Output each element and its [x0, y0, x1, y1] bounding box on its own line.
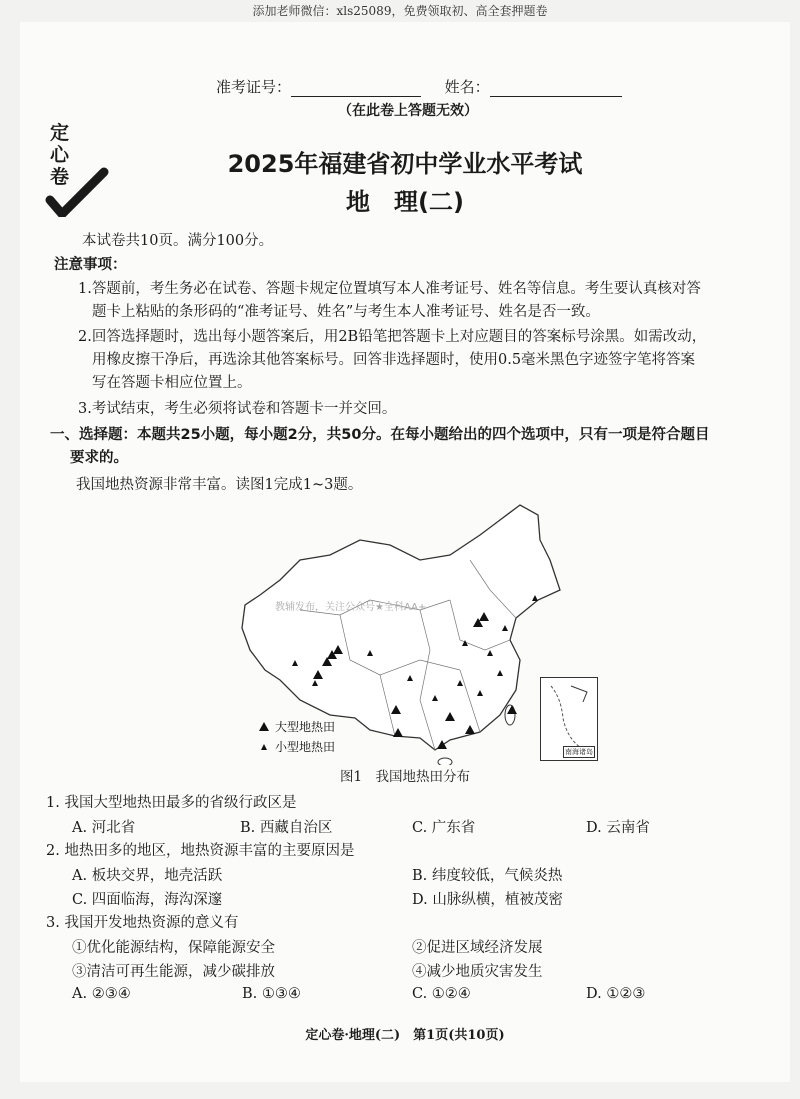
map-watermark: 教辅发布，关注公众号★全科AA+	[275, 602, 427, 613]
small-field-legend-icon	[261, 744, 267, 750]
question-1-option-d[interactable]: D. 云南省	[586, 820, 650, 836]
page-footer: 定心卷·地理(二) 第1页(共10页)	[305, 1028, 505, 1043]
section-1-line-2: 要求的。	[70, 450, 128, 466]
south-china-sea-inset	[540, 677, 598, 761]
question-2-option-d[interactable]: D. 山脉纵横，植被茂密	[412, 892, 563, 908]
exam-id-label: 准考证号：	[216, 78, 292, 96]
notice-item-1-line-1: 1.答题前，考生务必在试卷、答题卡规定位置填写本人准考证号、姓名等信息。考生要认真核对答	[78, 281, 701, 297]
question-3-option-c[interactable]: C. ①②④	[412, 986, 471, 1002]
figure-caption: 图1 我国地热田分布	[339, 769, 471, 785]
intro-text: 本试卷共10页。满分100分。	[82, 233, 274, 249]
name-label: 姓名：	[444, 78, 490, 96]
exam-page	[20, 22, 790, 1082]
question-3-statement-2: ②促进区域经济发展	[412, 940, 543, 956]
question-1-option-b[interactable]: B. 西藏自治区	[240, 820, 333, 836]
legend-large-label: 大型地热田	[275, 720, 336, 734]
question-2-stem: 2. 地热田多的地区，地热资源丰富的主要原因是	[46, 843, 355, 859]
question-lead: 我国地热资源非常丰富。读图1完成1~3题。	[76, 477, 363, 493]
promo-note: 添加老师微信：xls25089，免费领取初、高全套押题卷	[252, 4, 548, 18]
question-1-option-a[interactable]: A. 河北省	[72, 820, 136, 836]
notice-item-1-line-2: 题卡上粘贴的条形码的“准考证号、姓名”与考生本人准考证号、姓名是否一致。	[92, 304, 600, 320]
question-3-stem: 3. 我国开发地热资源的意义有	[46, 915, 239, 931]
exam-id-blank[interactable]	[291, 80, 421, 97]
notice-item-2-line-1: 2.回答选择题时，选出每小题答案后，用2B铅笔把答题卡上对应题目的答案标号涂黑。如需改动，	[78, 329, 707, 345]
map-legend	[259, 719, 335, 754]
large-field-legend-icon	[259, 722, 269, 731]
stamp-text: 定心卷	[50, 122, 70, 188]
question-2-option-a[interactable]: A. 板块交界，地壳活跃	[72, 868, 223, 884]
question-3-option-d[interactable]: D. ①②③	[586, 986, 646, 1002]
name-blank[interactable]	[490, 80, 622, 97]
question-3-statement-1: ①优化能源结构，保障能源安全	[72, 940, 275, 956]
notice-heading: 注意事项：	[54, 257, 127, 273]
inset-label: 南海诸岛	[565, 748, 593, 756]
question-2-option-c[interactable]: C. 四面临海，海沟深邃	[72, 892, 223, 908]
notice-item-2-line-3: 写在答题卡相应位置上。	[92, 375, 252, 391]
question-2-option-b[interactable]: B. 纬度较低，气候炎热	[412, 868, 563, 884]
exam-id-field	[216, 76, 622, 97]
question-3-statement-4: ④减少地质灾害发生	[412, 964, 543, 980]
question-3-statement-3: ③清洁可再生能源，减少碳排放	[72, 964, 275, 980]
legend-small-label: 小型地热田	[275, 740, 336, 754]
notice-item-3: 3.考试结束，考生必须将试卷和答题卡一并交回。	[78, 401, 397, 417]
notice-item-2-line-2: 用橡皮擦干净后，再选涂其他答案标号。回答非选择题时，使用0.5毫米黑色字迹签字笔将答案	[92, 352, 696, 368]
exam-subtitle: 地 理(二)	[346, 188, 464, 216]
question-1-stem: 1. 我国大型地热田最多的省级行政区是	[46, 795, 297, 811]
question-3-option-b[interactable]: B. ①③④	[242, 986, 301, 1002]
notice-item-1	[78, 278, 778, 324]
section-1-line-1: 一、选择题：本题共25小题，每小题2分，共50分。在每小题给出的四个选项中，只有一项是符合题目	[50, 427, 710, 443]
question-1-option-c[interactable]: C. 广东省	[412, 820, 476, 836]
exam-title: 2025年福建省初中学业水平考试	[227, 150, 583, 178]
invalid-note: （在此卷上答题无效）	[338, 103, 478, 119]
notice-item-2	[78, 326, 778, 395]
question-3-option-a[interactable]: A. ②③④	[72, 986, 131, 1002]
section-1-heading	[50, 424, 785, 470]
